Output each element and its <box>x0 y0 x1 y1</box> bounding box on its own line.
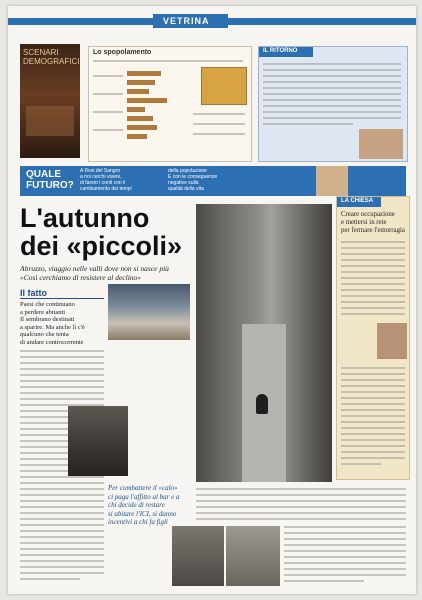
subhead-line-2: «Così cerchiamo di resistere al declino» <box>20 273 142 282</box>
elderly-man-photo <box>68 406 128 476</box>
la-chiesa-title-line-1: Creare occupazione <box>341 211 395 218</box>
ritorno-tag <box>259 47 313 57</box>
quale-futuro-tagline <box>80 168 132 192</box>
quale-futuro-label <box>26 169 74 191</box>
quale-futuro-tagline-2 <box>168 168 217 192</box>
masthead-section-label: VETRINA <box>163 16 210 26</box>
la-chiesa-title-line-2: e mettersi in rete <box>341 219 387 226</box>
quale-futuro-band <box>20 166 406 196</box>
pullquote-line-1: Per combattere il «calo» <box>108 484 178 492</box>
bottom-left-photo <box>172 526 224 586</box>
headline <box>20 204 192 260</box>
lower-body-columns <box>196 486 406 526</box>
quale-futuro-line-1: QUALE <box>26 169 61 180</box>
il-fatto-line-6: di andare controcorrente <box>20 338 84 346</box>
il-fatto <box>20 288 104 346</box>
tagline-line-3: di fareio i conti con il <box>80 180 126 186</box>
bottom-middle-photo <box>226 526 280 586</box>
priest-photo <box>377 323 407 359</box>
ritorno-box <box>258 46 408 162</box>
pullquote-line-2: ci paga l'affitto al bar e a <box>108 492 180 501</box>
pullquote <box>108 484 196 527</box>
il-fatto-line-3: Il sembrano destinati <box>20 316 75 323</box>
quale-futuro-photo <box>316 166 348 196</box>
wave-painting-photo <box>108 284 190 340</box>
headline-line-2: dei «piccoli» <box>20 231 183 261</box>
la-chiesa-box <box>336 196 410 480</box>
newspaper-page <box>8 6 416 594</box>
pedestrian-with-umbrella <box>256 394 268 414</box>
la-chiesa-title-line-3: per fermare l'emorragia <box>341 227 405 234</box>
pullquote-line-4: si abitare l'ICI, si danno <box>108 509 177 518</box>
pullquote-line-3: chi decide di restare <box>108 501 165 509</box>
tagline2-line-1: della popolazione <box>168 168 207 174</box>
ritorno-photo <box>359 129 403 159</box>
la-chiesa-label: LA CHIESA <box>341 198 374 204</box>
masthead-section-tab <box>153 14 228 28</box>
town-silhouette <box>26 106 74 136</box>
il-fatto-line-4: a sparire. Ma anche lì c'è <box>20 323 85 331</box>
la-chiesa-title <box>341 211 407 235</box>
map-inset <box>201 67 247 105</box>
ritorno-label: IL RITORNO <box>263 48 298 54</box>
il-fatto-label: Il fatto <box>20 288 104 299</box>
il-fatto-line-5: qualcuno che tenta <box>20 331 69 338</box>
quale-futuro-line-2: FUTURO? <box>26 180 74 191</box>
scenari-title-line-2: DEMOGRAFICI <box>23 57 80 66</box>
bottom-right-columns <box>284 526 406 588</box>
tagline-line-4: cambiamento dei tempi <box>80 186 132 192</box>
il-fatto-line-1: Paesi che continuano <box>20 301 75 308</box>
spopolamento-bars <box>127 71 187 151</box>
subhead-line-1: Abruzzo, viaggio nelle valli dove non si nasce più <box>20 264 169 273</box>
il-fatto-line-2: a perdere abitanti <box>20 308 66 316</box>
pullquote-line-5: incentivi a chi fa figli <box>108 518 168 526</box>
scenari-title <box>23 48 79 66</box>
tagline2-line-3: negative sulla <box>168 180 199 186</box>
spopolamento-box <box>88 46 252 162</box>
subhead <box>20 264 196 282</box>
spopolamento-header: Lo spopolamento <box>93 49 152 56</box>
tagline-line-1: A Rosi del Sangro <box>80 168 121 174</box>
scenari-photo <box>20 44 80 158</box>
tagline2-line-4: qualità della vita <box>168 186 204 192</box>
headline-line-1: L'autunno <box>20 203 150 233</box>
tagline2-line-2: E con le conseguenze <box>168 174 218 180</box>
tagline-line-2: a noi cerchi vivere, <box>80 174 122 180</box>
main-street-photo <box>196 204 332 482</box>
scenari-title-line-1: SCENARI <box>23 48 59 57</box>
la-chiesa-tag <box>337 197 381 207</box>
